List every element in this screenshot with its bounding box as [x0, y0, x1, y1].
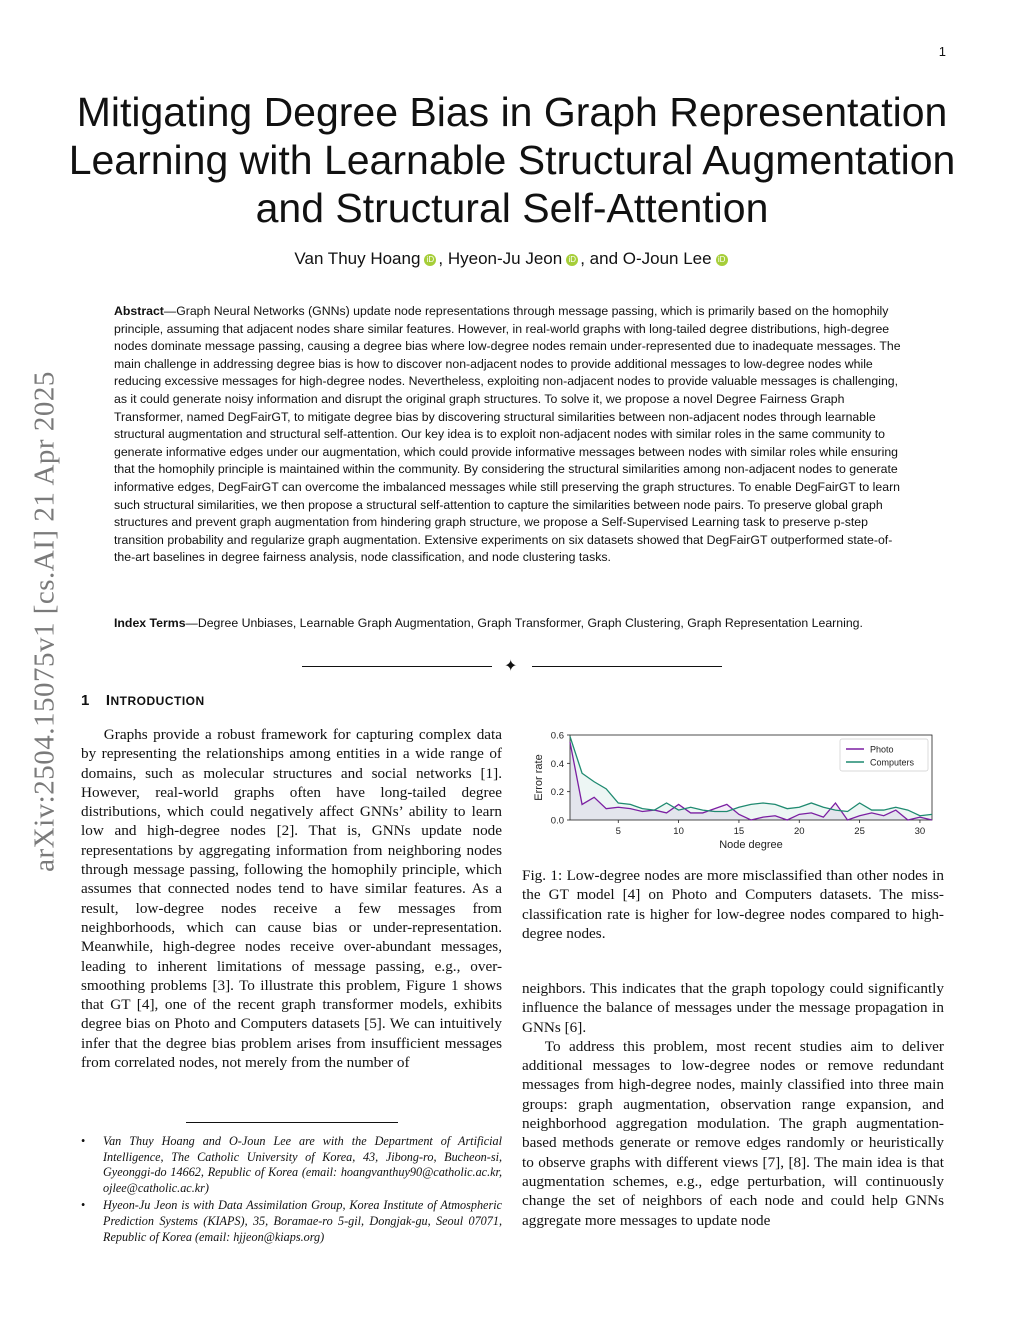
x-axis-label: Node degree: [719, 839, 783, 851]
footnote-affiliation-1: • Van Thuy Hoang and O-Joun Lee are with the Department of Artificial Intelligence, The Catholic University of Korea, 43, Jibong-ro, Bucheon-si, Gyeonggi-do 14662, Republic of Korea (email: hoangvanthuy90@catholic.ac.kr, ojlee@catholic.ac.kr): [81, 1134, 502, 1196]
abstract: [114, 303, 912, 567]
left-column: [81, 725, 502, 1072]
author-2: , Hyeon-Ju Jeon: [438, 249, 563, 268]
right-column: [522, 979, 944, 1230]
index-terms: [114, 615, 912, 633]
author-1: Van Thuy Hoang: [294, 249, 421, 268]
section-heading: [81, 692, 205, 709]
abstract-text: —Graph Neural Networks (GNNs) update node representations through message passing, which is primarily based on the homophily principle, assuming that adjacent nodes share similar features. However, in real-world graphs with long-tailed degree distributions, high-degree nodes dominate message passing, causing a degree bias where low-degree nodes remain under-represented due to inadequate messages. The main challenge in addressing degree bias is how to discover non-adjacent nodes to provide additional messages to low-degree nodes while reducing excessive messages for high-degree nodes. Nevertheless, exploiting non-adjacent nodes to provide valuable messages is challenging, as it could generate noisy information and disrupt the original graph structures. To solve it, we propose a novel Degree Fairness Graph Transformer, named DegFairGT, to mitigate degree bias by discovering structural similarities between non-adjacent nodes through learnable structural augmentation and structural self-attention. Our key idea is to exploit non-adjacent nodes with similar roles in the same community to generate informative edges under our augmentation, which could provide informative messages between nodes with similar roles while ensuring that the homophily principle is maintained within the community. By considering the structural similarities among non-adjacent nodes to generate informative edges, DegFairGT can overcome the imbalanced messages while still preserving the graph structures. To enable DegFairGT to learn such structural similarities, we then propose a structural self-attention to capture the similarities between node pairs. To preserve global graph structures and prevent graph augmentation from hindering graph structure, we propose a Self-Supervised Learning task to preserve p-step transition probability and regularize graph augmentation. Extensive experiments on six datasets showed that DegFairGT outperformed state-of-the-art baselines in degree fairness analysis, node classification, and node clustering tasks.: [114, 304, 901, 565]
author-3: , and O-Joun Lee: [580, 249, 712, 268]
y-tick-label: 0.4: [550, 758, 564, 770]
intro-paragraph-3: To address this problem, most recent studies aim to deliver additional messages to low-degree nodes or remove redundant messages from high-degree nodes, mainly classified into three main groups: graph augmentation, observation range expansion, and neighborhood aggregation modulation. The graph augmentation-based methods generate or remove edges randomly or heuristically to observe graphs with different views [7], [8]. The main idea is that augmentation schemes, e.g., edge perturbation, will continuously change the set of neighbors of each node and could help GNNs aggregate more messages to update node: [522, 1037, 944, 1229]
divider-left: [302, 666, 492, 667]
section-title-rest: NTRODUCTION: [110, 694, 205, 708]
legend-label-computers: Computers: [870, 757, 915, 768]
figure-1-chart: [522, 725, 944, 855]
divider-ornament-icon: ✦: [504, 658, 518, 675]
section-number: 1: [81, 692, 90, 709]
divider-right: [532, 666, 722, 667]
section-title-initial: I: [105, 692, 111, 709]
y-tick-label: 0.2: [550, 787, 564, 799]
x-tick-label: 5: [615, 826, 621, 837]
intro-paragraph-2: neighbors. This indicates that the graph topology could significantly influence the balance of messages under the message propagation in GNNs [6].: [522, 980, 944, 1036]
orcid-icon[interactable]: iD: [716, 254, 728, 266]
abstract-label: Abstract: [114, 304, 164, 318]
orcid-icon[interactable]: iD: [566, 254, 578, 266]
page-number: 1: [938, 44, 946, 59]
intro-paragraph-1: Graphs provide a robust framework for capturing complex data by representing the relationships among entities in a wide range of domains, such as molecular structures and social networks [1]. However, real-world graphs often have long-tailed degree distributions, which could negatively affect GNNs’ ability to learn low and high-degree nodes [2]. That is, GNNs update node representations by aggregating information from neighboring nodes through message passing, following the homophily principle, which assumes that connected nodes tend to have similar features. As a result, low-degree nodes receive a few messages from neighborhoods, which can cause bias or under-representation. Meanwhile, high-degree nodes receive over-abundant messages, leading to inherent limitations of message passing, e.g., over-smoothing problems [3]. To illustrate this problem, Figure 1 shows that GT [4], one of the recent graph transformer models, exhibits degree bias on Photo and Computers datasets [5]. We can intuitively infer that the degree bias problem arises from insufficient messages from correlated nodes, not merely from the number of: [81, 726, 502, 1072]
x-tick-label: 25: [854, 826, 865, 837]
y-axis-label: Error rate: [533, 754, 545, 801]
x-tick-label: 10: [673, 826, 684, 837]
figure-1-caption: Fig. 1: Low-degree nodes are more misclassified than other nodes in the GT model [4] on Photo and Computers datasets. The miss-classification rate is higher for low-degree nodes compared to high-degree nodes.: [522, 867, 944, 942]
footnote-rule: [186, 1122, 398, 1123]
index-terms-label: Index Terms: [114, 616, 186, 630]
legend-label-photo: Photo: [870, 744, 894, 755]
index-terms-text: —Degree Unbiases, Learnable Graph Augmentation, Graph Transformer, Graph Clustering, Graph Representation Learning.: [185, 616, 863, 630]
x-tick-label: 30: [914, 826, 926, 837]
y-tick-label: 0.0: [550, 815, 564, 827]
arxiv-identifier: arXiv:2504.15075v1 [cs.AI] 21 Apr 2025: [28, 371, 61, 872]
author-list: [60, 249, 964, 269]
footnote-affiliation-2: • Hyeon-Ju Jeon is with Data Assimilation Group, Korea Institute of Atmospheric Prediction Systems (KIAPS), 35, Boramae-ro 5-gil, Dongjak-gu, Seoul 07071, Republic of Korea (email: hjjeon@kiaps.org): [81, 1198, 502, 1245]
x-tick-label: 20: [793, 826, 805, 837]
line-chart: [522, 725, 944, 855]
footnotes: [81, 1134, 502, 1247]
y-tick-label: 0.6: [550, 730, 564, 742]
orcid-icon[interactable]: iD: [424, 254, 436, 266]
x-tick-label: 15: [733, 826, 745, 837]
paper-title: Mitigating Degree Bias in Graph Representation Learning with Learnable Structural Augmentation and Structural Self-Attention: [68, 89, 956, 231]
